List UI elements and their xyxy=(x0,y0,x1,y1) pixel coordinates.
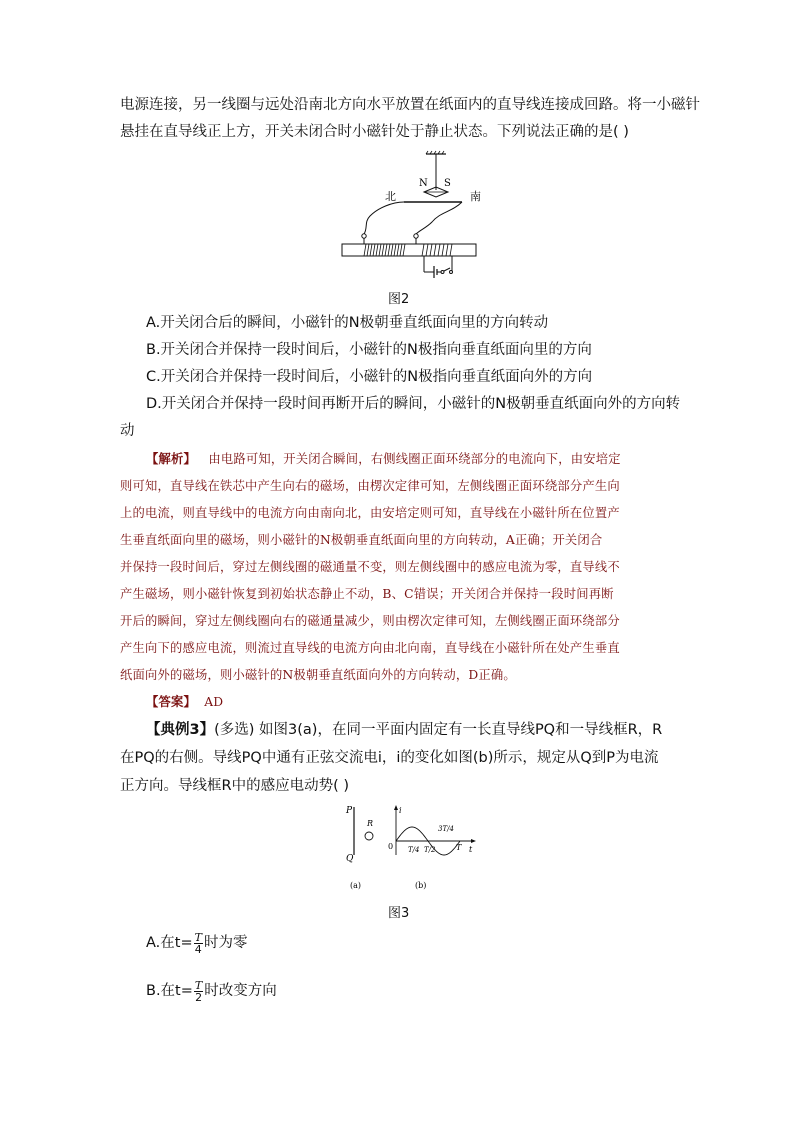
analysis-line-7: 开后的瞬间，穿过左侧线圈向右的磁通量减少，则由楞次定律可知，左侧线圈正面环绕部分 xyxy=(120,614,620,628)
option-B: B.开关闭合并保持一段时间后，小磁针的N极指向垂直纸面向里的方向 xyxy=(146,342,592,358)
tick-T4: T/4 xyxy=(408,846,420,854)
analysis-tag: 【解析】 xyxy=(146,451,196,466)
answer-value: AD xyxy=(204,695,224,709)
tick-T2: T/2 xyxy=(424,846,436,854)
north-label: 北 xyxy=(385,190,396,203)
analysis-line-9: 纸面向外的磁场，则小磁针的N极朝垂直纸面向外的方向转动，D正确。 xyxy=(120,668,516,682)
option-D-continued: 动 xyxy=(120,423,135,439)
example-3-line-3: 正方向。导线框R中的感应电动势( ) xyxy=(120,778,349,794)
south-label: 南 xyxy=(470,190,481,203)
label-Q: Q xyxy=(346,854,354,864)
example-3-line-1: 【典例3】(多选) 如图3(a)，在同一平面内固定有一长直导线PQ和一导线框R，R xyxy=(146,722,663,738)
analysis-line-4: 生垂直纸面向里的磁场，则小磁针的N极朝垂直纸面向里的方向转动，A正确；开关闭合 xyxy=(120,533,603,547)
option-3-B: B.在t= $\frac{T}{2}$ 时改变方向 xyxy=(146,978,277,1004)
subfig-b-label: (b) xyxy=(415,881,427,890)
analysis-line-6: 产生磁场，则小磁针恢复到初始状态静止不动，B、C错误；开关闭合并保持一段时间再断 xyxy=(120,587,614,601)
tick-T: T xyxy=(456,843,462,852)
subfig-a-label: (a) xyxy=(350,881,362,890)
origin-label: 0 xyxy=(388,842,394,851)
answer-tag: 【答案】 xyxy=(146,694,196,709)
option-D: D.开关闭合并保持一段时间再断开后的瞬间，小磁针的N极朝垂直纸面向外的方向转 xyxy=(146,396,681,412)
axis-t-label: t xyxy=(469,845,473,854)
question-intro-line-1: 电源连接，另一线圈与远处沿南北方向水平放置在纸面内的直导线连接成回路。将一小磁针 xyxy=(120,97,700,113)
option-C: C.开关闭合并保持一段时间后，小磁针的N极指向垂直纸面向外的方向 xyxy=(146,369,593,385)
label-R: R xyxy=(367,819,374,828)
needle-N-label: N xyxy=(419,178,428,189)
figure-3 xyxy=(340,803,480,893)
axis-i-label: i xyxy=(399,806,402,815)
analysis-line-5: 并保持一段时间后，穿过左侧线圈的磁通量不变，则左侧线圈中的感应电流为零，直导线不 xyxy=(120,560,620,574)
tick-3T4: 3T/4 xyxy=(438,825,454,833)
label-P: P xyxy=(346,806,353,816)
needle-S-label: S xyxy=(444,178,451,189)
figure-2-caption: 图2 xyxy=(388,292,410,307)
fraction-T-over-2: $\frac{T}{2}$ xyxy=(194,978,203,1004)
analysis-line-2: 则可知，直导线在铁芯中产生向右的磁场，由楞次定律可知，左侧线圈正面环绕部分产生向 xyxy=(120,479,620,493)
figure-3-caption: 图3 xyxy=(388,906,410,921)
option-3-A: A.在t= $\frac{T}{4}$ 时为零 xyxy=(146,930,248,956)
option-A: A.开关闭合后的瞬间，小磁针的N极朝垂直纸面向里的方向转动 xyxy=(146,315,549,331)
question-intro-line-2: 悬挂在直导线正上方，开关未闭合时小磁针处于静止状态。下列说法正确的是( ) xyxy=(120,124,629,140)
figure-2-apparatus xyxy=(340,150,490,278)
fraction-T-over-4: $\frac{T}{4}$ xyxy=(194,930,202,956)
example-3-line-2: 在PQ的右侧。导线PQ中通有正弦交流电i，i的变化如图(b)所示，规定从Q到P为电流 xyxy=(120,750,659,766)
analysis-line-1: 【解析】 由电路可知，开关闭合瞬间，右侧线圈正面环绕部分的电流向下，由安培定 xyxy=(146,451,621,466)
analysis-line-8: 产生向下的感应电流，则流过直导线的电流方向由北向南，直导线在小磁针所在处产生垂直 xyxy=(120,641,620,655)
example-3-tag: 【典例3】 xyxy=(146,722,215,738)
analysis-line-3: 上的电流，则直导线中的电流方向由南向北，由安培定则可知，直导线在小磁针所在位置产 xyxy=(120,506,620,520)
answer-line xyxy=(146,693,223,711)
